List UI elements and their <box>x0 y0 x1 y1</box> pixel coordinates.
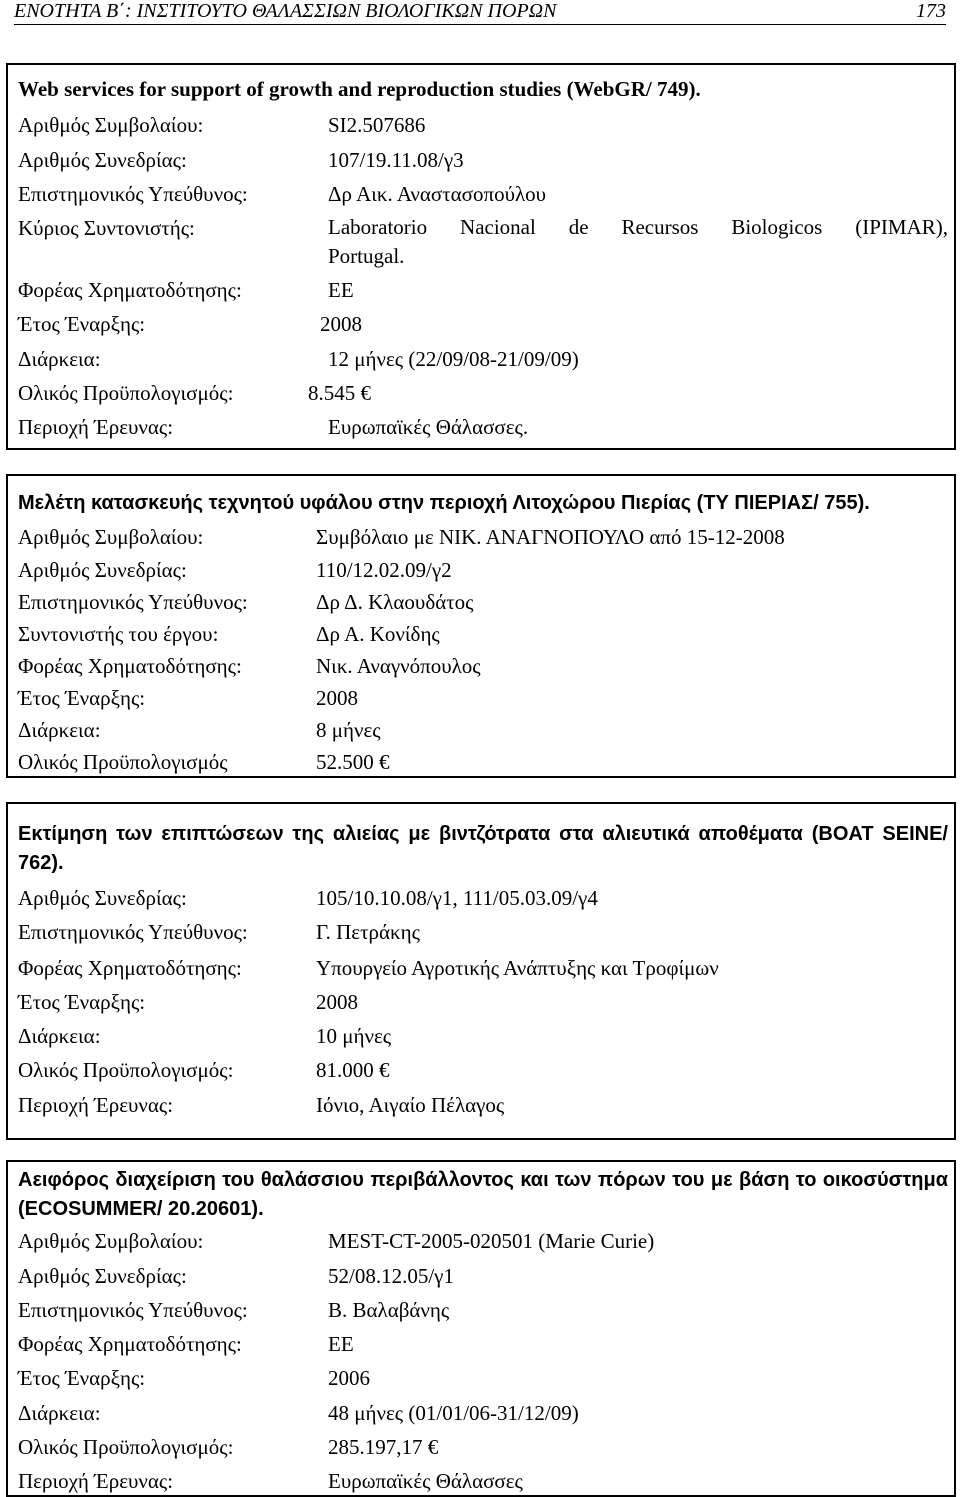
field-value: 110/12.02.09/γ2 <box>316 558 452 582</box>
field-value: 81.000 € <box>316 1058 390 1082</box>
field-label: Φορέας Χρηματοδότησης: <box>18 654 242 678</box>
project-box-ecosummer <box>6 1160 956 1497</box>
field-label: Περιοχή Έρευνας: <box>18 1093 174 1117</box>
project-title: Αειφόρος διαχείριση του θαλάσσιου περιβάλλοντος και των πόρων του με βάση το οικοσύστημα (ECOSUMMER/ 20.20601). <box>18 1169 948 1220</box>
field-label: Διάρκεια: <box>18 1401 101 1425</box>
field-label: Επιστημονικός Υπεύθυνος: <box>18 1298 248 1322</box>
field-value <box>328 213 948 271</box>
field-label: Αριθμός Συμβολαίου: <box>18 525 204 549</box>
page-header <box>14 0 946 25</box>
field-value: Β. Βαλαβάνης <box>328 1298 450 1322</box>
field-value: Δρ Α. Κονίδης <box>316 622 440 646</box>
project-box-artificial-reef <box>6 474 956 778</box>
field-value: 285.197,17 € <box>328 1435 439 1459</box>
field-label: Ολικός Προϋπολογισμός: <box>18 1435 234 1459</box>
field-value: 48 μήνες (01/01/06-31/12/09) <box>328 1401 579 1425</box>
field-label: Ολικός Προϋπολογισμός: <box>18 1058 234 1082</box>
field-value: Ευρωπαϊκές Θάλασσες. <box>328 415 529 439</box>
field-value-line: Laboratorio Nacional de Recursos Biologicos (IPIMAR), <box>328 215 948 239</box>
field-label: Φορέας Χρηματοδότησης: <box>18 1332 242 1356</box>
field-label: Αριθμός Συμβολαίου: <box>18 113 204 137</box>
field-value: 2008 <box>316 990 358 1014</box>
field-value: Ευρωπαϊκές Θάλασσες <box>328 1469 523 1493</box>
field-value: Δρ Δ. Κλαουδάτος <box>316 590 474 614</box>
field-label: Φορέας Χρηματοδότησης: <box>18 956 242 980</box>
field-value: 8.545 € <box>308 381 371 405</box>
field-label: Έτος Έναρξης: <box>18 312 146 336</box>
project-title: Εκτίμηση των επιπτώσεων της αλιείας με βιντζότρατα στα αλιευτικά αποθέματα (BOAT SEINE/ 762). <box>18 823 948 874</box>
field-label: Έτος Έναρξης: <box>18 1366 146 1390</box>
field-value: 8 μήνες <box>316 718 381 742</box>
project-box-webgr <box>6 63 956 450</box>
field-value: SI2.507686 <box>328 113 426 137</box>
field-value: 2008 <box>320 312 362 336</box>
field-label: Ολικός Προϋπολογισμός <box>18 750 228 774</box>
project-box-boat-seine <box>6 802 956 1140</box>
field-label: Αριθμός Συνεδρίας: <box>18 1264 187 1288</box>
field-value: ΕΕ <box>328 1332 354 1356</box>
field-value: 2008 <box>316 686 358 710</box>
field-value: ΕΕ <box>328 278 354 302</box>
field-value: Υπουργείο Αγροτικής Ανάπτυξης και Τροφίμων <box>316 956 719 980</box>
field-label: Επιστημονικός Υπεύθυνος: <box>18 182 248 206</box>
field-value: 105/10.10.08/γ1, 111/05.03.09/γ4 <box>316 886 598 910</box>
field-value: Γ. Πετράκης <box>316 920 420 944</box>
field-label: Αριθμός Συμβολαίου: <box>18 1229 204 1253</box>
project-title: Μελέτη κατασκευής τεχνητού υφάλου στην περιοχή Λιτοχώρου Πιερίας (ΤΥ ΠΙΕΡΙΑΣ/ 755). <box>18 492 870 514</box>
project-title: Web services for support of growth and reproduction studies (WebGR/ 749). <box>18 77 701 101</box>
field-value: MEST-CT-2005-020501 (Marie Curie) <box>328 1229 655 1253</box>
field-value: 52/08.12.05/γ1 <box>328 1264 454 1288</box>
field-label: Κύριος Συντονιστής: <box>18 216 195 240</box>
field-value: Ιόνιο, Αιγαίο Πέλαγος <box>316 1093 505 1117</box>
field-value: 52.500 € <box>316 750 390 774</box>
field-value: Συμβόλαιο με ΝΙΚ. ΑΝΑΓΝΟΠΟΥΛΟ από 15-12-2008 <box>316 525 785 549</box>
field-label: Αριθμός Συνεδρίας: <box>18 558 187 582</box>
field-label: Διάρκεια: <box>18 718 101 742</box>
field-label: Περιοχή Έρευνας: <box>18 1469 174 1493</box>
field-label: Επιστημονικός Υπεύθυνος: <box>18 920 248 944</box>
page-number: 173 <box>916 0 946 22</box>
field-value: 2006 <box>328 1366 370 1390</box>
field-label: Έτος Έναρξης: <box>18 990 146 1014</box>
field-label: Αριθμός Συνεδρίας: <box>18 886 187 910</box>
field-label: Περιοχή Έρευνας: <box>18 415 174 439</box>
field-label: Επιστημονικός Υπεύθυνος: <box>18 590 248 614</box>
field-label: Έτος Έναρξης: <box>18 686 146 710</box>
field-label: Αριθμός Συνεδρίας: <box>18 148 187 172</box>
field-label: Φορέας Χρηματοδότησης: <box>18 278 242 302</box>
field-value: Νικ. Αναγνόπουλος <box>316 654 481 678</box>
field-label: Διάρκεια: <box>18 347 101 371</box>
field-value: Δρ Αικ. Αναστασοπούλου <box>328 182 547 206</box>
field-value-continuation: Portugal. <box>328 244 405 268</box>
field-value: 12 μήνες (22/09/08-21/09/09) <box>328 347 579 371</box>
field-label: Συντονιστής του έργου: <box>18 622 219 646</box>
field-label: Διάρκεια: <box>18 1024 101 1048</box>
field-label: Ολικός Προϋπολογισμός: <box>18 381 234 405</box>
field-value: 107/19.11.08/γ3 <box>328 148 464 172</box>
chapter-title: ΕΝΟΤΗΤΑ Β΄: ΙΝΣΤΙΤΟΥΤΟ ΘΑΛΑΣΣΙΩΝ ΒΙΟΛΟΓΙΚΩΝ ΠΟΡΩΝ <box>14 0 557 22</box>
field-value: 10 μήνες <box>316 1024 392 1048</box>
